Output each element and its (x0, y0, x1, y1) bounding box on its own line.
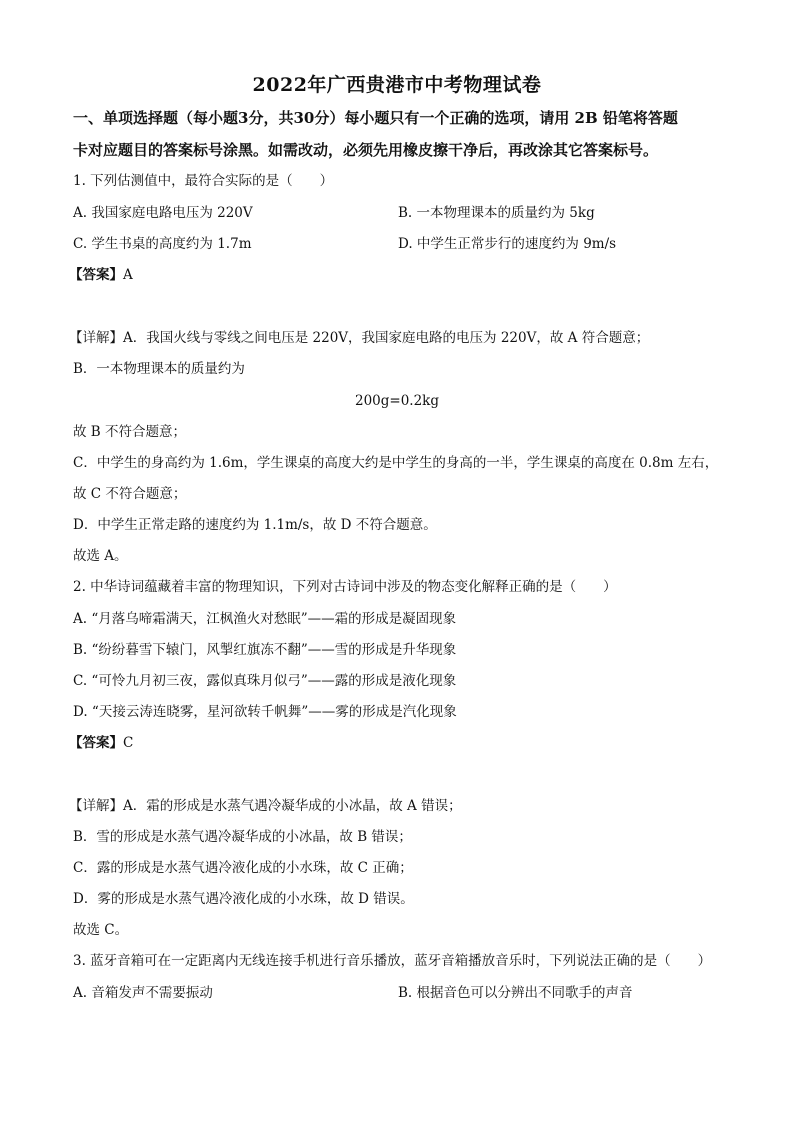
q1-detail-c-end: 故 C 不符合题意； (73, 486, 187, 502)
q1-option-c: C. 学生书桌的高度约为 1.7m (73, 236, 252, 252)
q2-answer-value: C (123, 735, 134, 751)
q1-detail-b: B．一本物理课本的质量约为 (73, 361, 245, 377)
q2-option-b: B. “纷纷暮雪下辕门，风掣红旗冻不翻”——雪的形成是升华现象 (73, 642, 457, 658)
q3-option-b: B. 根据音色可以分辨出不同歌手的声音 (398, 985, 633, 1001)
q1-option-b: B. 一本物理课本的质量约为 5kg (398, 205, 595, 221)
q2-detail-c: C．露的形成是水蒸气遇冷液化成的小水珠，故 C 正确； (73, 860, 413, 876)
q1-option-a: A. 我国家庭电路电压为 220V (73, 205, 253, 221)
q1-option-d: D. 中学生正常步行的速度约为 9m/s (398, 236, 617, 252)
q1-detail-a: 【详解】A．我国火线与零线之间电压是 220V，我国家庭电路的电压为 220V，故 A 符合题意； (69, 330, 650, 346)
q2-detail-a: 【详解】A．霜的形成是水蒸气遇冷凝华成的小冰晶，故 A 错误； (69, 798, 462, 814)
q2-detail-b: B．雪的形成是水蒸气遇冷凝华成的小冰晶，故 B 错误； (73, 829, 412, 845)
q1-stem: 1. 下列估测值中，最符合实际的是（ ） (73, 173, 334, 189)
page-title: 2022年广西贵港市中考物理试卷 (252, 74, 542, 96)
q1-answer-value: A (123, 267, 133, 283)
q1-detail-formula: 200g=0.2kg (354, 393, 439, 409)
q2-option-c: C. “可怜九月初三夜，露似真珠月似弓”——露的形成是液化现象 (73, 673, 457, 689)
q2-detail-d: D．雾的形成是水蒸气遇冷液化成的小水珠，故 D 错误。 (73, 891, 414, 907)
q2-conclusion: 故选 C。 (73, 922, 129, 938)
q2-option-a: A. “月落乌啼霜满天，江枫渔火对愁眠”——霜的形成是凝固现象 (73, 611, 457, 627)
q1-conclusion: 故选 A。 (73, 548, 128, 564)
q3-stem: 3. 蓝牙音箱可在一定距离内无线连接手机进行音乐播放，蓝牙音箱播放音乐时，下列说法正确的是（ ） (73, 953, 712, 969)
q3-option-a: A. 音箱发声不需要振动 (73, 985, 213, 1001)
q1-detail-b-end: 故 B 不符合题意； (73, 424, 187, 440)
section-instructions-line-1: 一、单项选择题（每小题3分，共30分）每小题只有一个正确的选项，请用 2B 铅笔将答题 (73, 109, 678, 127)
section-instructions-line-2: 卡对应题目的答案标号涂黑。如需改动，必须先用橡皮擦干净后，再改涂其它答案标号。 (73, 141, 659, 159)
q1-detail-d: D．中学生正常走路的速度约为 1.1m/s，故 D 不符合题意。 (73, 517, 437, 533)
q2-stem: 2. 中华诗词蕴藏着丰富的物理知识，下列对古诗词中涉及的物态变化解释正确的是（ ） (73, 579, 617, 595)
q2-option-d: D. “天接云涛连晓雾，星河欲转千帆舞”——雾的形成是汽化现象 (73, 704, 457, 720)
q1-answer-tag: 【答案】 (69, 267, 123, 283)
q2-answer-tag: 【答案】 (69, 735, 123, 751)
q1-answer (69, 266, 133, 284)
q1-detail-c: C．中学生的身高约为 1.6m，学生课桌的高度大约是中学生的身高的一半，学生课桌的高度在 0.8m 左右， (73, 455, 719, 471)
q2-answer (69, 734, 133, 752)
